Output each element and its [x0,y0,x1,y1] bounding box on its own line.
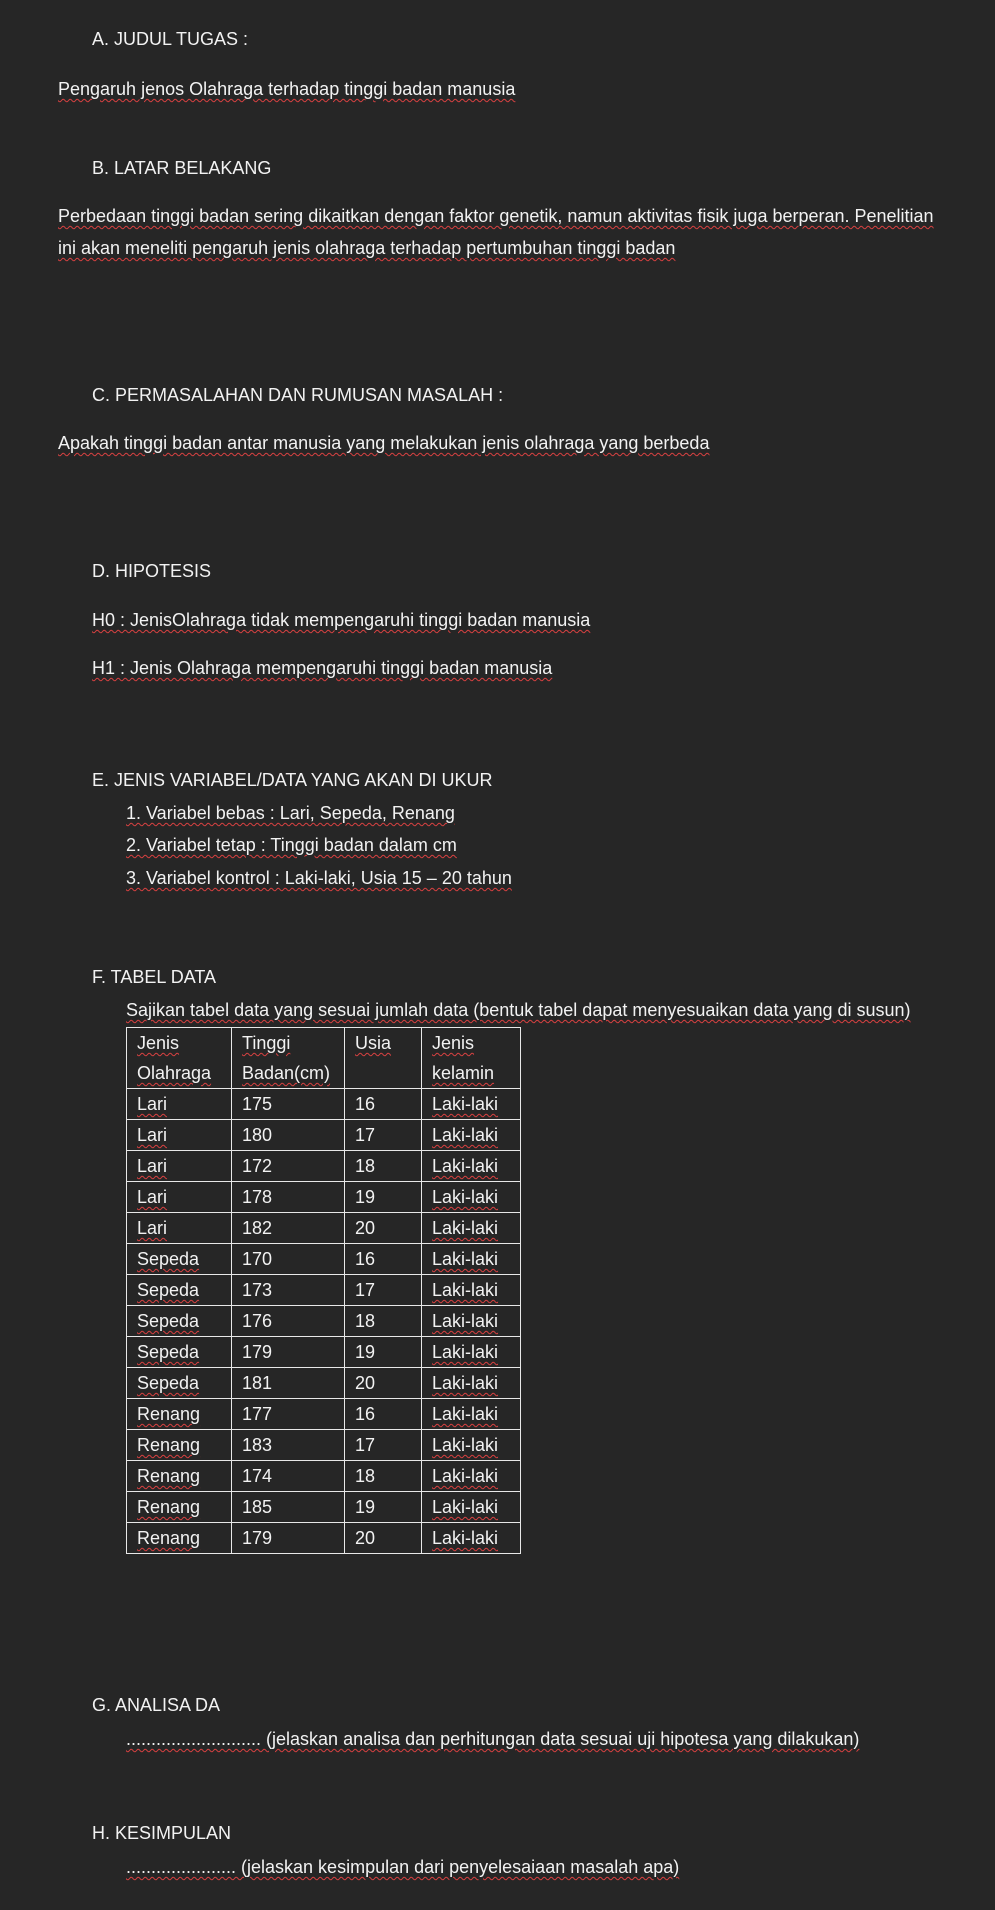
hypothesis-h1: H1 : Jenis Olahraga mempengaruhi tinggi badan manusia [92,658,553,678]
table-row [127,1213,521,1244]
cell-age: 17 [345,1275,422,1306]
cell-height: 173 [232,1275,345,1306]
cell-gender: Laki-laki [422,1089,521,1120]
cell-gender: Laki-laki [422,1151,521,1182]
cell-age: 18 [345,1306,422,1337]
cell-age: 16 [345,1244,422,1275]
table-row [127,1368,521,1399]
cell-sport: Renang [127,1461,232,1492]
cell-sport: Sepeda [127,1368,232,1399]
section-d-heading: D. HIPOTESIS [92,561,212,581]
problem-statement: Apakah tinggi badan antar manusia yang melakukan jenis olahraga yang berbeda [58,433,710,453]
cell-age: 18 [345,1151,422,1182]
cell-height: 183 [232,1430,345,1461]
cell-sport: Sepeda [127,1337,232,1368]
variable-item-1: 1. Variabel bebas : Lari, Sepeda, Renang [126,803,455,823]
table-row [127,1523,521,1554]
hypothesis-h0: H0 : JenisOlahraga tidak mempengaruhi tinggi badan manusia [92,610,591,630]
cell-height: 182 [232,1213,345,1244]
cell-height: 175 [232,1089,345,1120]
cell-sport: Renang [127,1492,232,1523]
background-line-1: Perbedaan tinggi badan sering dikaitkan dengan faktor genetik, namun aktivitas fisik juga berperan. Penelitian [58,206,934,226]
section-e-heading: E. JENIS VARIABEL/DATA YANG AKAN DI UKUR [92,770,493,790]
cell-height: 177 [232,1399,345,1430]
cell-gender: Laki-laki [422,1399,521,1430]
section-b-heading: B. LATAR BELAKANG [92,158,272,178]
cell-sport: Lari [127,1151,232,1182]
header-tinggi-badan: Tinggi Badan(cm) [232,1028,345,1089]
table-row [127,1492,521,1523]
cell-height: 180 [232,1120,345,1151]
cell-sport: Renang [127,1523,232,1554]
section-f-heading: F. TABEL DATA [92,967,217,987]
variable-item-2: 2. Variabel tetap : Tinggi badan dalam cm [126,835,457,855]
cell-sport: Lari [127,1089,232,1120]
cell-height: 172 [232,1151,345,1182]
header-usia: Usia [345,1028,422,1089]
cell-gender: Laki-laki [422,1523,521,1554]
cell-height: 170 [232,1244,345,1275]
table-row [127,1151,521,1182]
table-row [127,1430,521,1461]
cell-sport: Sepeda [127,1275,232,1306]
table-row [127,1275,521,1306]
section-h-heading: H. KESIMPULAN [92,1823,232,1843]
table-header-row [127,1028,521,1089]
section-g-heading: G. ANALISA DA [92,1695,221,1715]
cell-sport: Lari [127,1120,232,1151]
cell-gender: Laki-laki [422,1492,521,1523]
cell-age: 17 [345,1430,422,1461]
table-row [127,1399,521,1430]
section-c-heading: C. PERMASALAHAN DAN RUMUSAN MASALAH : [92,385,504,405]
table-row [127,1306,521,1337]
cell-age: 19 [345,1337,422,1368]
cell-sport: Renang [127,1430,232,1461]
table-row [127,1461,521,1492]
cell-age: 19 [345,1182,422,1213]
variable-item-3: 3. Variabel kontrol : Laki-laki, Usia 15 – 20 tahun [126,868,512,888]
cell-gender: Laki-laki [422,1275,521,1306]
cell-sport: Renang [127,1399,232,1430]
table-row [127,1120,521,1151]
cell-sport: Lari [127,1213,232,1244]
cell-height: 181 [232,1368,345,1399]
cell-height: 176 [232,1306,345,1337]
cell-height: 179 [232,1523,345,1554]
cell-gender: Laki-laki [422,1182,521,1213]
table-row [127,1182,521,1213]
cell-gender: Laki-laki [422,1430,521,1461]
table-row [127,1337,521,1368]
cell-age: 19 [345,1492,422,1523]
cell-sport: Sepeda [127,1306,232,1337]
cell-gender: Laki-laki [422,1368,521,1399]
conclusion-placeholder: ...................... (jelaskan kesimpulan dari penyelesaiaan masalah apa) [126,1857,680,1877]
background-line-2: ini akan meneliti pengaruh jenis olahraga terhadap pertumbuhan tinggi badan [58,238,676,258]
table-row [127,1089,521,1120]
cell-age: 20 [345,1213,422,1244]
cell-sport: Sepeda [127,1244,232,1275]
cell-age: 16 [345,1399,422,1430]
cell-age: 20 [345,1368,422,1399]
cell-age: 20 [345,1523,422,1554]
task-title: Pengaruh jenos Olahraga terhadap tinggi badan manusia [58,79,516,99]
cell-gender: Laki-laki [422,1461,521,1492]
cell-gender: Laki-laki [422,1306,521,1337]
cell-age: 16 [345,1089,422,1120]
cell-age: 17 [345,1120,422,1151]
cell-gender: Laki-laki [422,1213,521,1244]
cell-gender: Laki-laki [422,1120,521,1151]
header-jenis-olahraga: Jenis Olahraga [127,1028,232,1089]
data-table [126,1027,521,1554]
section-a-heading: A. JUDUL TUGAS : [92,29,249,49]
cell-sport: Lari [127,1182,232,1213]
cell-age: 18 [345,1461,422,1492]
cell-height: 174 [232,1461,345,1492]
cell-height: 185 [232,1492,345,1523]
table-row [127,1244,521,1275]
cell-gender: Laki-laki [422,1244,521,1275]
cell-height: 179 [232,1337,345,1368]
table-instruction: Sajikan tabel data yang sesuai jumlah data (bentuk tabel dapat menyesuaikan data yang di susun) [126,1000,911,1020]
cell-height: 178 [232,1182,345,1213]
analysis-placeholder: ........................... (jelaskan analisa dan perhitungan data sesuai uji hipotesa yang dilakukan) [126,1729,860,1749]
header-jenis-kelamin: Jenis kelamin [422,1028,521,1089]
cell-gender: Laki-laki [422,1337,521,1368]
